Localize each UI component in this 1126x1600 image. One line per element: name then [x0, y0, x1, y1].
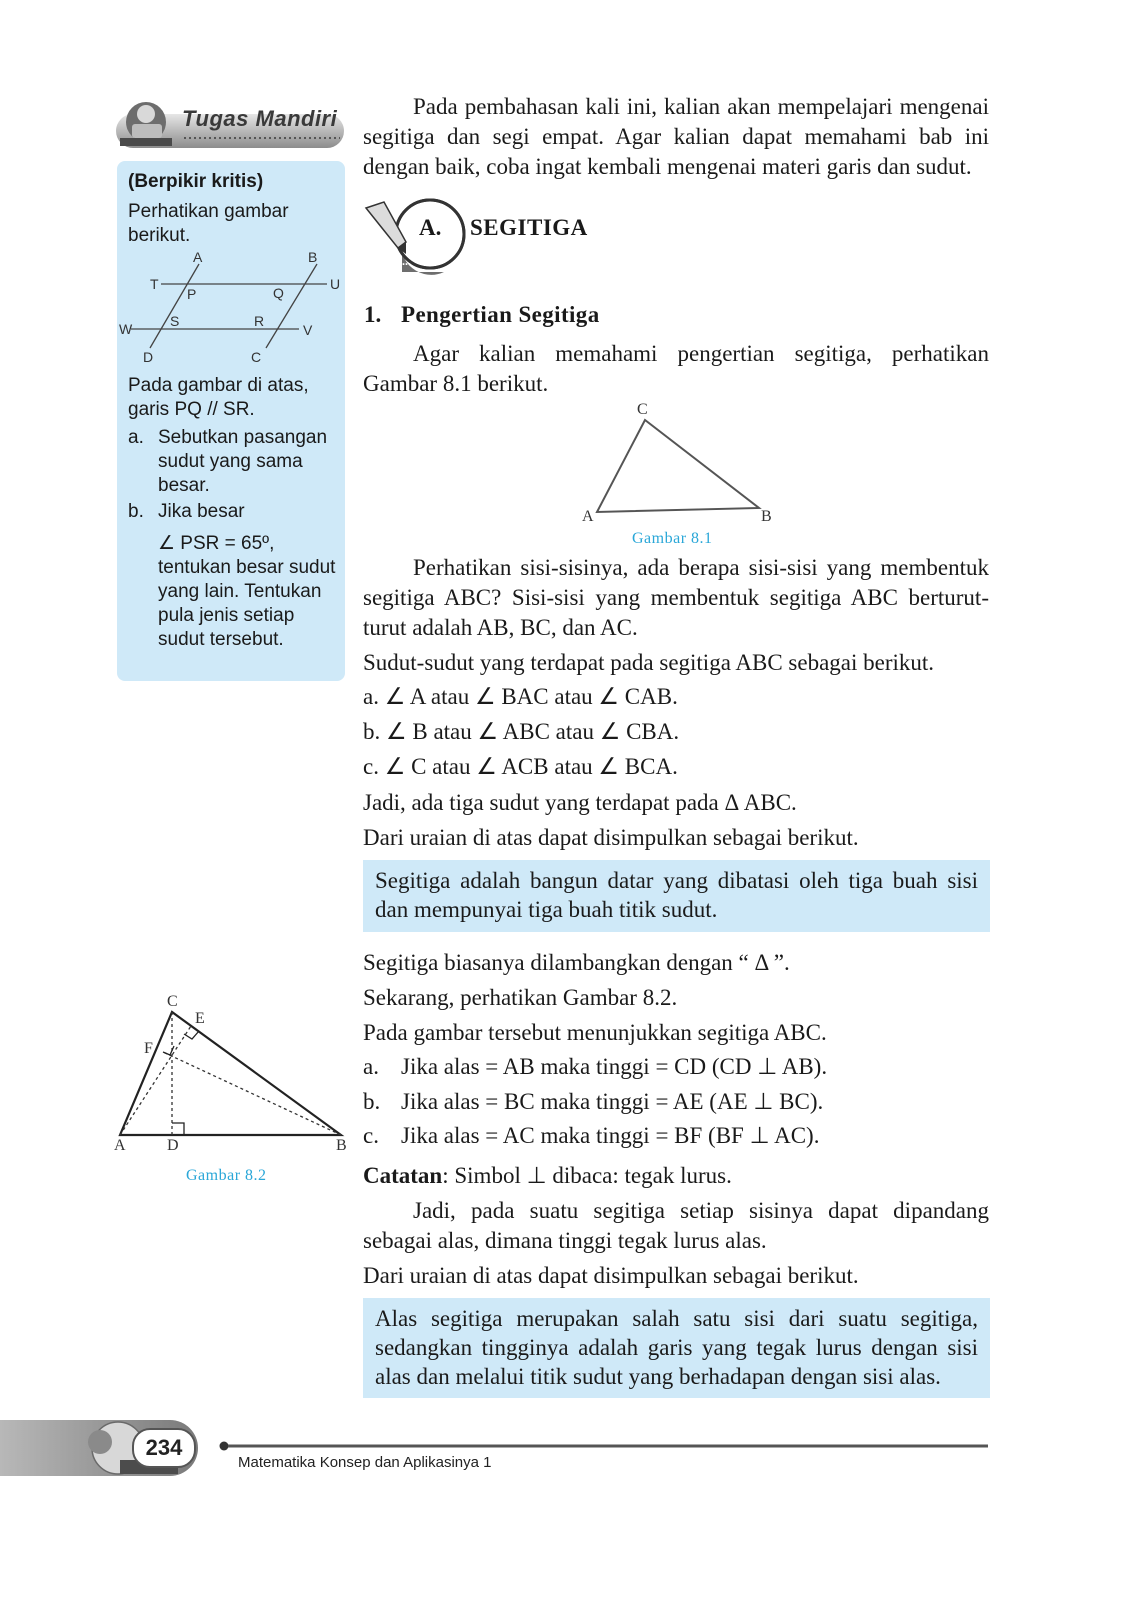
sidebar-item-a-letter: a.	[128, 427, 144, 448]
fig2-label-b: B	[336, 1137, 347, 1154]
sidebar-subtitle: (Berpikir kritis)	[128, 171, 264, 192]
fig-label-c: C	[251, 349, 262, 365]
symbol-line: Segitiga biasanya dilambangkan dengan “ Δ ”.	[363, 950, 790, 975]
height-item-b-text: Jika alas = BC maka tinggi = AE (AE ⊥ BC).	[401, 1089, 824, 1114]
definition-box-1: Segitiga adalah bangun datar yang dibatasi oleh tiga buah sisi dan mempunyai tiga buah titik sudut.	[363, 860, 990, 932]
fig2-label-a: A	[114, 1137, 126, 1154]
angle-item-b: b. ∠ B atau ∠ ABC atau ∠ CBA.	[363, 719, 680, 744]
note-line	[363, 1161, 732, 1191]
paragraph-2: Perhatikan sisi-sisinya, ada berapa sisi-sisi yang membentuk segitiga ABC? Sisi-sisi yang membentuk segitiga ABC berturut-turut adalah AB, BC, dan AC.	[363, 555, 989, 640]
right-angle-d	[172, 1123, 184, 1135]
sidebar-given: Pada gambar di atas, garis PQ // SR.	[128, 375, 309, 420]
book-title: Matematika Konsep dan Aplikasinya 1	[238, 1454, 492, 1471]
angles-intro: Sudut-sudut yang terdapat pada segitiga ABC sebagai berikut.	[363, 650, 935, 675]
height-item-a-text: Jika alas = AB maka tinggi = CD (CD ⊥ AB).	[401, 1054, 828, 1079]
subsection-title: Pengertian Segitiga	[401, 302, 600, 327]
note-rest: : Simbol ⊥ dibaca: tegak lurus.	[442, 1163, 732, 1188]
page-number: 234	[132, 1428, 196, 1468]
figure-8-1	[570, 398, 790, 546]
section-title: SEGITIGA	[470, 215, 588, 240]
height-item-b-letter: b.	[363, 1089, 381, 1114]
paragraph-3: Jadi, pada suatu segitiga setiap sisinya dapat dipandang sebagai alas, dimana tinggi tegak lurus alas.	[363, 1198, 989, 1253]
fig-label-r: R	[254, 313, 265, 329]
height-item-c-letter: c.	[363, 1123, 379, 1148]
fig1-label-b: B	[761, 508, 772, 525]
fig-label-t: T	[150, 276, 159, 292]
tugas-mandiri-header	[112, 100, 350, 152]
angles-summary: Jadi, ada tiga sudut yang terdapat pada Δ ABC.	[363, 790, 797, 815]
fig1-caption: Gambar 8.1	[632, 530, 713, 546]
altitude-ae	[120, 1026, 191, 1135]
fig2-label-d: D	[167, 1137, 179, 1154]
sidebar-item-b-letter: b.	[128, 501, 144, 522]
sidebar-intro: Perhatikan gambar berikut.	[128, 201, 289, 246]
altitude-bf	[163, 1052, 341, 1135]
sidebar-item-b-text2: ∠ PSR = 65º, tentukan besar sudut yang lain. Tentukan pula jenis setiap sudut tersebut.	[158, 533, 336, 650]
section-badge-text: 1,2,3,...	[375, 254, 411, 268]
fig-label-b: B	[308, 249, 318, 265]
triangle-abc	[597, 420, 759, 512]
figure-8-2	[108, 990, 358, 1190]
intro-paragraph: Pada pembahasan kali ini, kalian akan mempelajari mengenai segitiga dan segi empat. Agar kalian dapat memahami bab ini dengan baik, coba ingat kembali mengenai materi garis dan sudut.	[363, 94, 989, 179]
fig-label-v: V	[303, 322, 313, 338]
fig1-label-a: A	[582, 508, 594, 525]
definition-box-2: Alas segitiga merupakan salah satu sisi dari suatu segitiga, sedangkan tingginya adalah garis yang tegak lurus dengan sisi alas dan melalui titik sudut yang berhadapan dengan sisi alas.	[363, 1298, 990, 1398]
section-letter: A.	[419, 215, 442, 240]
conclusion-1: Dari uraian di atas dapat disimpulkan sebagai berikut.	[363, 825, 859, 850]
fig-label-d: D	[143, 349, 154, 365]
fig-label-u: U	[330, 276, 341, 292]
subsection-number: 1.	[364, 302, 382, 327]
fig-label-w: W	[119, 321, 133, 337]
fig-label-a: A	[193, 249, 203, 265]
angle-item-c: c. ∠ C atau ∠ ACB atau ∠ BCA.	[363, 754, 678, 779]
height-item-a-letter: a.	[363, 1054, 379, 1079]
triangle-abc-2	[120, 1012, 341, 1135]
fig2-label-c: C	[167, 993, 178, 1010]
paragraph-1: Agar kalian memahami pengertian segitiga, perhatikan Gambar 8.1 berikut.	[363, 341, 989, 396]
sidebar-item-a-text: Sebutkan pasangan sudut yang sama besar.	[158, 427, 328, 496]
angle-item-a: a. ∠ A atau ∠ BAC atau ∠ CAB.	[363, 684, 678, 709]
fig2-label-f: F	[144, 1040, 153, 1057]
parallel-lines-figure	[117, 248, 345, 368]
fig-label-p: P	[187, 286, 197, 302]
shows-line: Pada gambar tersebut menunjukkan segitiga ABC.	[363, 1020, 827, 1045]
fig1-label-c: C	[637, 401, 648, 418]
tugas-mandiri-title: Tugas Mandiri	[182, 106, 338, 131]
fig2-caption: Gambar 8.2	[186, 1167, 267, 1184]
sidebar-item-b-text1: Jika besar	[158, 501, 245, 522]
look-line: Sekarang, perhatikan Gambar 8.2.	[363, 985, 678, 1010]
note-bold: Catatan	[363, 1163, 443, 1188]
fig-label-q: Q	[273, 285, 284, 301]
fig-label-s: S	[170, 313, 180, 329]
height-item-c-text: Jika alas = AC maka tinggi = BF (BF ⊥ AC).	[401, 1123, 820, 1148]
fig2-label-e: E	[195, 1010, 205, 1027]
conclusion-2: Dari uraian di atas dapat disimpulkan sebagai berikut.	[363, 1263, 859, 1288]
